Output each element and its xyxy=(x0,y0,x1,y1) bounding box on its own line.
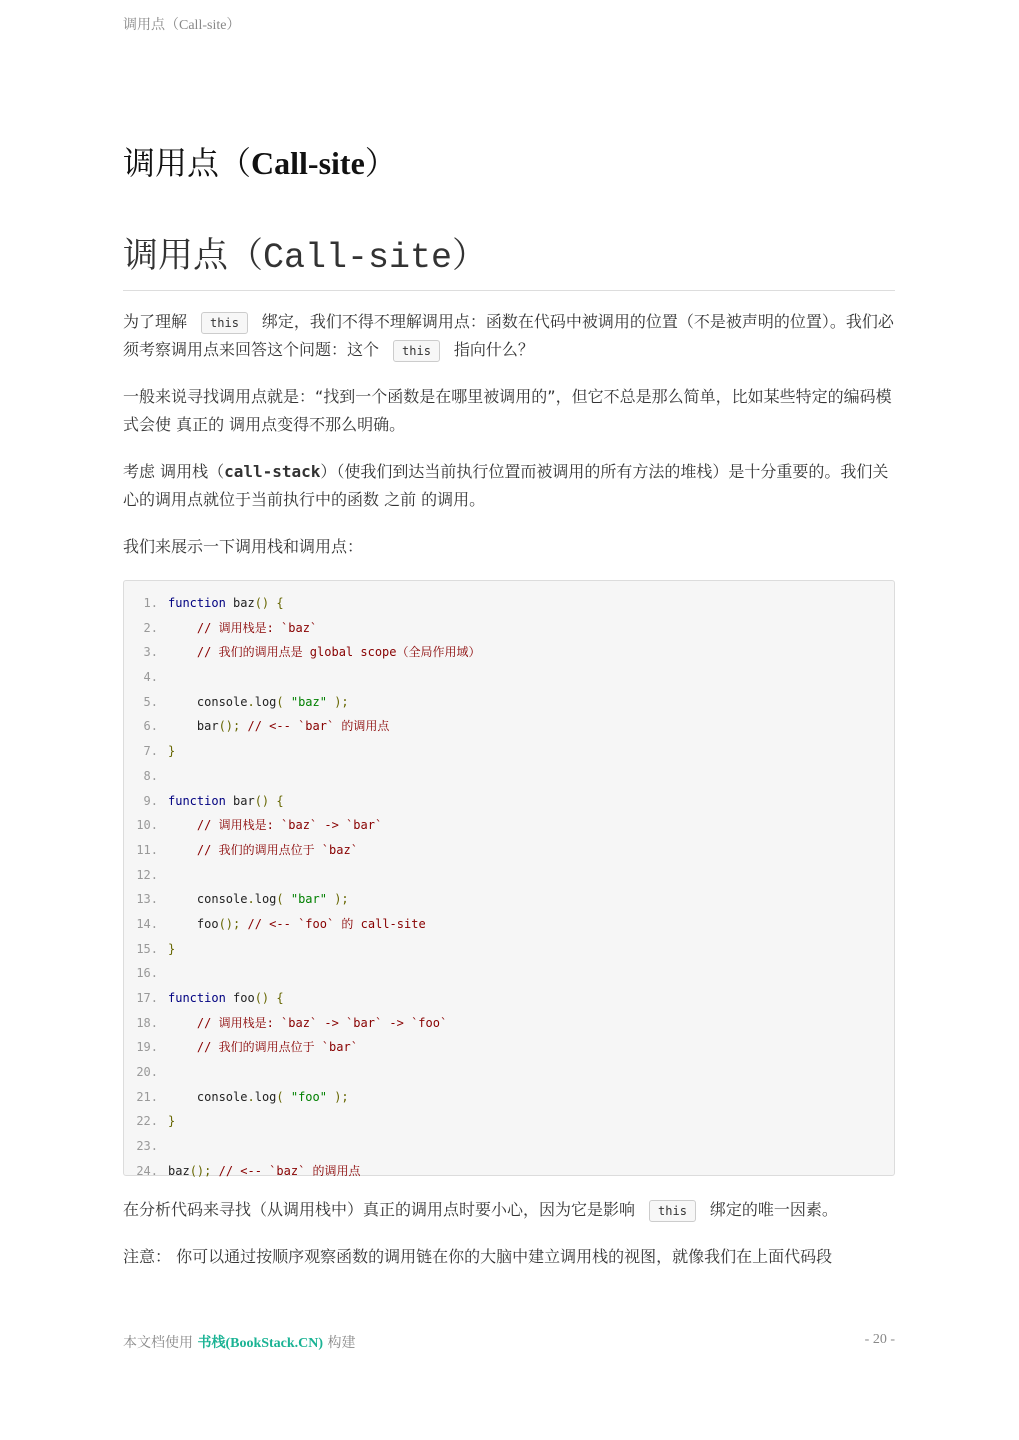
line-number: 20. xyxy=(136,1065,158,1080)
code-line xyxy=(124,616,894,641)
code-token: foo xyxy=(225,991,255,1005)
code-token: log xyxy=(254,1089,277,1104)
line-code xyxy=(168,1035,358,1060)
code-token: () { xyxy=(254,991,284,1005)
code-token: (); xyxy=(189,1163,212,1178)
code-line xyxy=(124,764,894,789)
code-token: "baz" xyxy=(290,694,327,709)
code-line xyxy=(124,1060,894,1085)
paragraph-call-stack xyxy=(123,458,895,514)
code-token: "foo" xyxy=(290,1089,327,1104)
code-token: ( xyxy=(276,1089,291,1104)
code-line xyxy=(124,640,894,665)
line-number: 21. xyxy=(136,1089,158,1104)
code-token: // 调用栈是: `baz` -> `bar` -> `foo` xyxy=(196,1015,448,1030)
line-number: 16. xyxy=(136,966,158,981)
line-number: 11. xyxy=(136,842,158,857)
code-token xyxy=(168,818,197,832)
inline-code-this: this xyxy=(201,312,248,334)
line-number: 18. xyxy=(136,1015,158,1030)
code-token: . xyxy=(247,892,255,907)
code-token: ); xyxy=(326,694,349,709)
footer-credit xyxy=(123,1332,356,1352)
line-code xyxy=(168,591,284,616)
line-code xyxy=(168,986,284,1011)
code-line xyxy=(124,714,894,739)
code-token: ( xyxy=(276,694,291,709)
code-token: ( xyxy=(276,892,291,907)
code-token: function xyxy=(168,793,226,808)
line-code xyxy=(168,739,175,764)
code-token: // 我们的调用点位于 `bar` xyxy=(196,1040,358,1055)
code-line xyxy=(124,887,894,912)
code-token: . xyxy=(247,694,255,709)
line-number: 14. xyxy=(136,916,158,931)
line-code xyxy=(168,887,349,912)
code-line xyxy=(124,1159,894,1184)
code-line xyxy=(124,986,894,1011)
chapter-title-cjk: 调用点（ xyxy=(123,144,252,182)
code-line xyxy=(124,813,894,838)
inline-code-this: this xyxy=(393,340,440,362)
line-number: 17. xyxy=(136,991,158,1005)
code-line xyxy=(124,1085,894,1110)
paragraph-careful xyxy=(123,1196,895,1224)
code-token: console xyxy=(168,1089,248,1104)
paragraph-demo-intro: 我们来展示一下调用栈和调用点： xyxy=(123,537,364,556)
code-token: bar xyxy=(168,719,219,734)
chapter-title xyxy=(123,138,397,184)
line-number: 13. xyxy=(136,892,158,907)
code-line xyxy=(124,1035,894,1060)
bookstack-link[interactable]: 书栈(BookStack.CN) xyxy=(197,1336,324,1351)
line-code xyxy=(168,789,284,814)
line-number: 2. xyxy=(143,620,158,635)
code-token: ); xyxy=(326,1089,349,1104)
section-title-cjk: 调用点（ xyxy=(123,236,264,276)
code-token: console xyxy=(168,892,248,907)
line-number: 5. xyxy=(143,694,158,709)
line-number: 8. xyxy=(143,768,158,783)
footer-prefix: 本文档使用 xyxy=(123,1335,198,1351)
code-token: // 我们的调用点是 global scope（全局作用域） xyxy=(196,645,481,660)
code-line xyxy=(124,591,894,616)
code-token xyxy=(168,843,197,857)
line-number: 6. xyxy=(143,719,158,734)
code-token xyxy=(168,645,197,659)
line-code xyxy=(168,616,317,641)
code-token: log xyxy=(254,694,277,709)
code-line xyxy=(124,863,894,888)
code-token xyxy=(168,1016,197,1030)
code-line xyxy=(124,789,894,814)
code-line xyxy=(124,690,894,715)
line-number: 3. xyxy=(143,645,158,660)
code-token: // <-- `bar` 的调用点 xyxy=(247,719,390,734)
chapter-title-close: ） xyxy=(364,144,397,182)
line-code xyxy=(168,1109,175,1134)
line-code xyxy=(168,1085,349,1110)
code-token: () { xyxy=(254,793,284,808)
paragraph-finding-call-site: 一般来说寻找调用点就是：“找到一个函数是在哪里被调用的”，但它不总是那么简单，比如某些特定的编码模式会使 真正的 调用点变得不那么明确。 xyxy=(123,387,892,434)
line-number: 4. xyxy=(143,670,158,685)
text-span: ）（使我们到达当前执行位置而被调用的所有方法的堆栈）是十分重要的。我们关心的调用点就位于当前执行中的函数 之前 的调用。 xyxy=(123,462,889,509)
code-line xyxy=(124,739,894,764)
text-span: 在分析代码来寻找（从调用栈中）真正的调用点时要小心，因为它是影响 xyxy=(123,1200,636,1219)
line-code xyxy=(168,912,426,937)
code-line xyxy=(124,1109,894,1134)
line-code xyxy=(168,813,382,838)
line-number: 15. xyxy=(136,941,158,956)
paragraph-this-binding xyxy=(123,308,895,364)
code-token: () { xyxy=(254,596,284,610)
line-number: 1. xyxy=(143,596,158,610)
inline-code-this: this xyxy=(649,1200,696,1222)
line-code xyxy=(168,1011,447,1036)
code-token: // 调用栈是: `baz` -> `bar` xyxy=(196,818,383,833)
code-token: baz xyxy=(168,1163,190,1178)
code-line xyxy=(124,912,894,937)
paragraph-note: 注意： 你可以通过按顺序观察函数的调用链在你的大脑中建立调用栈的视图，就像我们在上面代码段 xyxy=(123,1247,833,1266)
code-token: } xyxy=(168,941,176,956)
article-content xyxy=(123,308,895,1290)
page-number: - 20 - xyxy=(864,1332,895,1347)
line-number: 24. xyxy=(136,1163,158,1178)
code-token: // 我们的调用点位于 `baz` xyxy=(196,842,358,857)
code-line xyxy=(124,838,894,863)
section-title-close: ） xyxy=(452,236,488,276)
code-token: ); xyxy=(326,892,349,907)
line-code xyxy=(168,640,481,665)
code-block xyxy=(123,580,895,1176)
code-token xyxy=(168,1040,197,1054)
running-header: 调用点（Call-site） xyxy=(123,18,241,33)
line-number: 9. xyxy=(143,793,158,808)
code-token: bar xyxy=(225,793,255,808)
code-token: (); xyxy=(218,916,241,931)
code-line xyxy=(124,1011,894,1036)
code-token: console xyxy=(168,694,248,709)
code-token xyxy=(240,917,247,931)
footer-suffix: 构建 xyxy=(323,1335,356,1351)
code-token: function xyxy=(168,596,226,610)
code-token xyxy=(211,1164,218,1178)
line-number: 23. xyxy=(136,1139,158,1154)
section-title-latin: Call-site xyxy=(263,238,453,278)
code-token: // <-- `foo` 的 call-site xyxy=(247,916,426,931)
code-token: . xyxy=(247,1089,255,1104)
code-token xyxy=(240,719,247,733)
code-token: } xyxy=(168,1114,176,1129)
code-token: function xyxy=(168,991,226,1005)
code-token: (); xyxy=(218,719,241,734)
code-line xyxy=(124,665,894,690)
text-span: 绑定的唯一因素。 xyxy=(709,1200,838,1219)
code-token: foo xyxy=(168,916,219,931)
line-code xyxy=(168,714,389,739)
code-line xyxy=(124,1134,894,1159)
code-line xyxy=(124,961,894,986)
code-token: log xyxy=(254,892,277,907)
code-token: // 调用栈是: `baz` xyxy=(196,620,318,635)
line-code xyxy=(168,690,349,715)
line-number: 10. xyxy=(136,818,158,833)
strong-call-stack: call-stack xyxy=(224,462,321,481)
code-token: baz xyxy=(225,596,255,610)
code-token xyxy=(168,621,197,635)
line-code xyxy=(168,937,175,962)
line-number: 22. xyxy=(136,1114,158,1129)
text-span: 绑定，我们不得不理解调用点：函数在代码中被调用的位置（不是被声明的位置）。我们必须考察调用点来回答这个问题：这个 xyxy=(123,312,894,359)
section-title xyxy=(123,228,895,291)
code-token: } xyxy=(168,744,176,759)
text-span: 为了理解 xyxy=(123,312,188,331)
code-token: // <-- `baz` 的调用点 xyxy=(218,1163,361,1178)
text-span: 考虑 调用栈（ xyxy=(123,462,225,481)
code-token: "bar" xyxy=(290,892,327,907)
line-code xyxy=(168,838,358,863)
line-code xyxy=(168,1159,361,1184)
line-number: 19. xyxy=(136,1040,158,1055)
line-number: 12. xyxy=(136,867,158,882)
code-line xyxy=(124,937,894,962)
line-number: 7. xyxy=(143,744,158,759)
text-span: 指向什么？ xyxy=(453,340,534,359)
chapter-title-latin: Call-site xyxy=(251,145,365,181)
